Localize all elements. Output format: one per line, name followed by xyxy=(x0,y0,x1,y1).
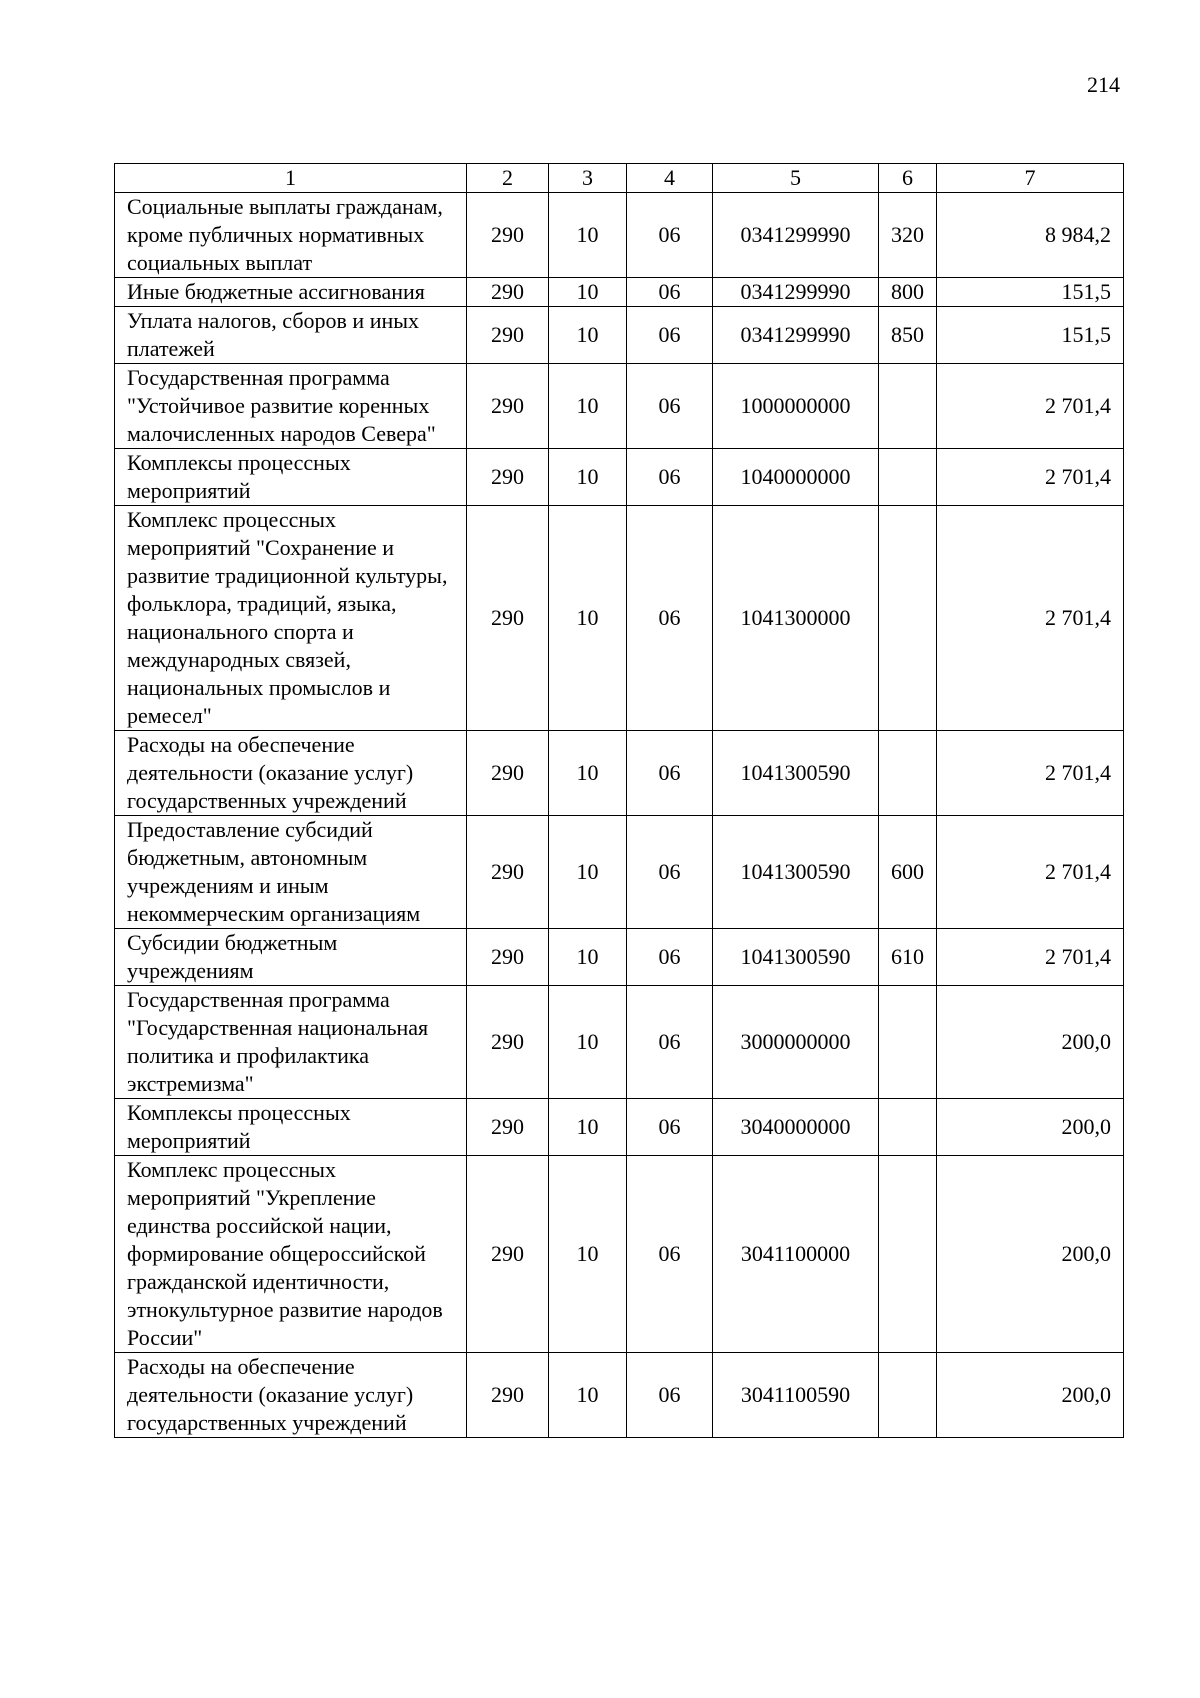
table-row xyxy=(115,731,1124,816)
table-row xyxy=(115,364,1124,449)
row-name: Уплата налогов, сборов и иных платежей xyxy=(115,307,467,364)
cell-section: 10 xyxy=(549,731,627,816)
cell-subsection: 06 xyxy=(627,816,713,929)
table-row xyxy=(115,1099,1124,1156)
cell-target: 1041300590 xyxy=(713,816,879,929)
cell-section: 10 xyxy=(549,506,627,731)
cell-type xyxy=(879,731,937,816)
table-row xyxy=(115,986,1124,1099)
cell-type: 610 xyxy=(879,929,937,986)
cell-subsection: 06 xyxy=(627,193,713,278)
header-cell: 3 xyxy=(549,164,627,193)
cell-subsection: 06 xyxy=(627,278,713,307)
cell-target: 1040000000 xyxy=(713,449,879,506)
row-name: Комплексы процессных мероприятий xyxy=(115,449,467,506)
cell-type: 600 xyxy=(879,816,937,929)
page-number: 214 xyxy=(1087,72,1120,97)
cell-subsection: 06 xyxy=(627,986,713,1099)
cell-section: 10 xyxy=(549,193,627,278)
cell-section: 10 xyxy=(549,307,627,364)
cell-type xyxy=(879,986,937,1099)
cell-section: 10 xyxy=(549,364,627,449)
table-row xyxy=(115,1353,1124,1438)
table-row xyxy=(115,193,1124,278)
cell-amount: 151,5 xyxy=(937,278,1124,307)
cell-type: 850 xyxy=(879,307,937,364)
table-row xyxy=(115,506,1124,731)
row-name: Комплекс процессных мероприятий "Укрепление единства российской нации, формирование общероссийской гражданской идентичности, этнокультурное развитие народов России" xyxy=(115,1156,467,1353)
cell-code: 290 xyxy=(467,278,549,307)
row-name: Расходы на обеспечение деятельности (оказание услуг) государственных учреждений xyxy=(115,731,467,816)
cell-amount: 2 701,4 xyxy=(937,929,1124,986)
cell-code: 290 xyxy=(467,1156,549,1353)
cell-subsection: 06 xyxy=(627,449,713,506)
cell-section: 10 xyxy=(549,816,627,929)
cell-amount: 2 701,4 xyxy=(937,364,1124,449)
cell-subsection: 06 xyxy=(627,1156,713,1353)
header-cell: 4 xyxy=(627,164,713,193)
cell-type xyxy=(879,449,937,506)
cell-target: 3040000000 xyxy=(713,1099,879,1156)
cell-amount: 2 701,4 xyxy=(937,731,1124,816)
cell-code: 290 xyxy=(467,449,549,506)
cell-section: 10 xyxy=(549,1353,627,1438)
cell-code: 290 xyxy=(467,1099,549,1156)
table-row xyxy=(115,449,1124,506)
cell-code: 290 xyxy=(467,193,549,278)
cell-target: 1041300590 xyxy=(713,731,879,816)
cell-code: 290 xyxy=(467,307,549,364)
table-row xyxy=(115,929,1124,986)
cell-type: 320 xyxy=(879,193,937,278)
header-cell: 6 xyxy=(879,164,937,193)
cell-amount: 8 984,2 xyxy=(937,193,1124,278)
cell-target: 3041100590 xyxy=(713,1353,879,1438)
cell-target: 3000000000 xyxy=(713,986,879,1099)
row-name: Комплекс процессных мероприятий "Сохранение и развитие традиционной культуры, фольклора, традиций, языка, национального спорта и международных связей, национальных промыслов и ремесел" xyxy=(115,506,467,731)
cell-subsection: 06 xyxy=(627,731,713,816)
header-cell: 5 xyxy=(713,164,879,193)
cell-code: 290 xyxy=(467,1353,549,1438)
cell-subsection: 06 xyxy=(627,307,713,364)
cell-code: 290 xyxy=(467,506,549,731)
cell-code: 290 xyxy=(467,816,549,929)
cell-amount: 200,0 xyxy=(937,986,1124,1099)
table-row xyxy=(115,307,1124,364)
cell-target: 1000000000 xyxy=(713,364,879,449)
row-name: Государственная программа "Устойчивое развитие коренных малочисленных народов Севера" xyxy=(115,364,467,449)
cell-target: 3041100000 xyxy=(713,1156,879,1353)
cell-type: 800 xyxy=(879,278,937,307)
cell-code: 290 xyxy=(467,929,549,986)
row-name: Иные бюджетные ассигнования xyxy=(115,278,467,307)
table-header-row xyxy=(115,164,1124,193)
budget-table xyxy=(114,163,1124,1438)
cell-amount: 2 701,4 xyxy=(937,816,1124,929)
cell-amount: 151,5 xyxy=(937,307,1124,364)
cell-type xyxy=(879,1156,937,1353)
cell-section: 10 xyxy=(549,1156,627,1353)
cell-code: 290 xyxy=(467,364,549,449)
cell-subsection: 06 xyxy=(627,1099,713,1156)
cell-target: 1041300590 xyxy=(713,929,879,986)
cell-amount: 200,0 xyxy=(937,1156,1124,1353)
cell-subsection: 06 xyxy=(627,364,713,449)
table-row xyxy=(115,1156,1124,1353)
cell-target: 0341299990 xyxy=(713,307,879,364)
row-name: Расходы на обеспечение деятельности (оказание услуг) государственных учреждений xyxy=(115,1353,467,1438)
cell-section: 10 xyxy=(549,986,627,1099)
cell-section: 10 xyxy=(549,449,627,506)
cell-subsection: 06 xyxy=(627,506,713,731)
row-name: Предоставление субсидий бюджетным, автономным учреждениям и иным некоммерческим организациям xyxy=(115,816,467,929)
row-name: Социальные выплаты гражданам, кроме публичных нормативных социальных выплат xyxy=(115,193,467,278)
cell-type xyxy=(879,1353,937,1438)
row-name: Комплексы процессных мероприятий xyxy=(115,1099,467,1156)
cell-amount: 200,0 xyxy=(937,1353,1124,1438)
cell-code: 290 xyxy=(467,986,549,1099)
cell-amount: 2 701,4 xyxy=(937,449,1124,506)
header-cell: 1 xyxy=(115,164,467,193)
cell-target: 1041300000 xyxy=(713,506,879,731)
cell-type xyxy=(879,1099,937,1156)
header-cell: 2 xyxy=(467,164,549,193)
cell-amount: 2 701,4 xyxy=(937,506,1124,731)
cell-type xyxy=(879,506,937,731)
cell-section: 10 xyxy=(549,1099,627,1156)
cell-section: 10 xyxy=(549,278,627,307)
row-name: Государственная программа "Государственная национальная политика и профилактика экстремизма" xyxy=(115,986,467,1099)
cell-section: 10 xyxy=(549,929,627,986)
cell-target: 0341299990 xyxy=(713,193,879,278)
row-name: Субсидии бюджетным учреждениям xyxy=(115,929,467,986)
header-cell: 7 xyxy=(937,164,1124,193)
cell-subsection: 06 xyxy=(627,1353,713,1438)
cell-type xyxy=(879,364,937,449)
cell-code: 290 xyxy=(467,731,549,816)
cell-subsection: 06 xyxy=(627,929,713,986)
cell-amount: 200,0 xyxy=(937,1099,1124,1156)
cell-target: 0341299990 xyxy=(713,278,879,307)
table-row xyxy=(115,816,1124,929)
table-row xyxy=(115,278,1124,307)
